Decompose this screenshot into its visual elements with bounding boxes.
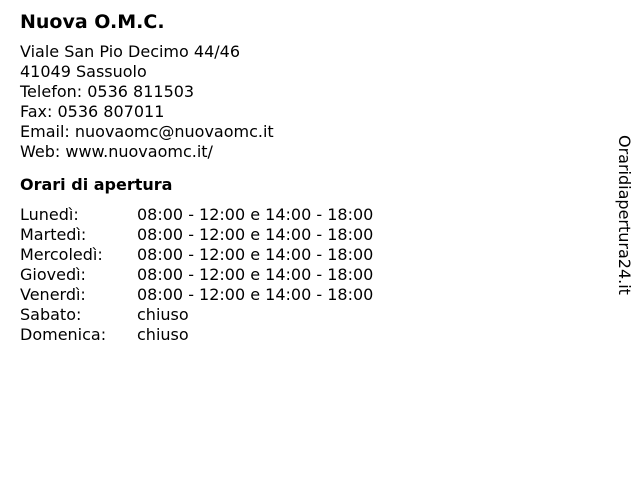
day-hours: 08:00 - 12:00 e 14:00 - 18:00 <box>137 225 374 244</box>
day-hours: 08:00 - 12:00 e 14:00 - 18:00 <box>137 205 374 224</box>
day-hours: 08:00 - 12:00 e 14:00 - 18:00 <box>137 245 374 264</box>
day-label: Mercoledì: <box>20 245 103 264</box>
phone-number: Telefon: 0536 811503 <box>20 82 195 101</box>
site-watermark <box>612 135 636 310</box>
day-label: Giovedì: <box>20 265 86 284</box>
hours-row-sunday <box>20 325 373 345</box>
day-hours: 08:00 - 12:00 e 14:00 - 18:00 <box>137 265 374 284</box>
day-label: Sabato: <box>20 305 82 324</box>
business-card <box>20 10 580 345</box>
day-label: Domenica: <box>20 325 107 344</box>
hours-row-monday <box>20 205 373 225</box>
address-line-street: Viale San Pio Decimo 44/46 <box>20 42 240 61</box>
watermark-text: Oraridiapertura24.it <box>615 135 634 295</box>
business-name: Nuova O.M.C. <box>20 11 165 33</box>
hours-row-friday <box>20 285 373 305</box>
day-hours: 08:00 - 12:00 e 14:00 - 18:00 <box>137 285 374 304</box>
hours-row-tuesday <box>20 225 373 245</box>
fax-number: Fax: 0536 807011 <box>20 102 165 121</box>
website-link[interactable]: Web: www.nuovaomc.it/ <box>20 142 213 161</box>
opening-hours-heading: Orari di apertura <box>20 175 173 194</box>
day-hours: chiuso <box>137 325 189 344</box>
hours-row-thursday <box>20 265 373 285</box>
day-label: Venerdì: <box>20 285 86 304</box>
hours-row-wednesday <box>20 245 373 265</box>
day-label: Lunedì: <box>20 205 79 224</box>
hours-row-saturday <box>20 305 373 325</box>
day-label: Martedì: <box>20 225 87 244</box>
opening-hours-table <box>20 205 373 345</box>
address-line-city: 41049 Sassuolo <box>20 62 147 81</box>
email-address: Email: nuovaomc@nuovaomc.it <box>20 122 274 141</box>
day-hours: chiuso <box>137 305 189 324</box>
